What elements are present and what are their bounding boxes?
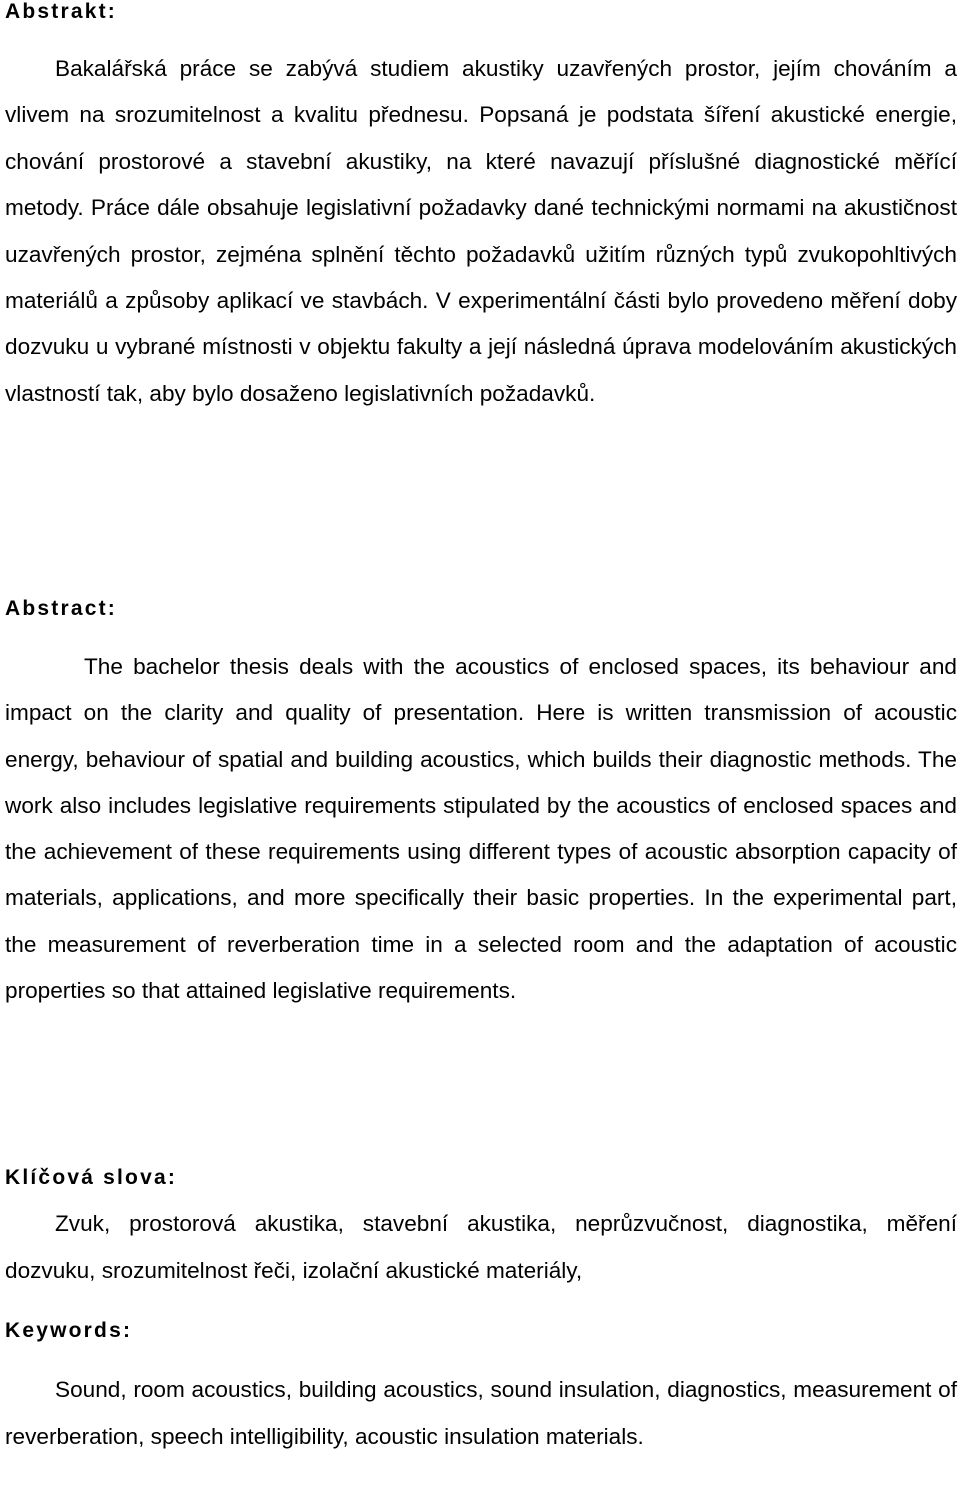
heading-abstrakt: Abstrakt: <box>5 0 117 23</box>
klicova-slova-paragraph: Zvuk, prostorová akustika, stavební akustika, neprůzvučnost, diagnostika, měření dozvuku, srozumitelnost řeči, izolační akustické materiály, <box>5 1211 957 1283</box>
abstract-paragraph: The bachelor thesis deals with the acoustics of enclosed spaces, its behaviour and impact on the clarity and quality of presentation. Here is written transmission of acoustic energy, behaviour of spatial and building acoustics, which builds their diagnostic methods. The work also includes legislative requirements stipulated by the acoustics of enclosed spaces and the achievement of these requirements using different types of acoustic absorption capacity of materials, applications, and more specifically their basic properties. In the experimental part, the measurement of reverberation time in a selected room and the adaptation of acoustic properties so that attained legislative requirements. <box>5 654 957 1004</box>
abstrakt-paragraph: Bakalářská práce se zabývá studiem akustiky uzavřených prostor, jejím chováním a vlivem na srozumitelnost a kvalitu přednesu. Popsaná je podstata šíření akustické energie, chování prostorové a stavební akustiky, na které navazují příslušné diagnostické měřící metody. Práce dále obsahuje legislativní požadavky dané technickými normami na akustičnost uzavřených prostor, zejména splnění těchto požadavků užitím různých typů zvukopohltivých materiálů a způsoby aplikací ve stavbách. V experimentální části bylo provedeno měření doby dozvuku u vybrané místnosti v objektu fakulty a její následná úprava modelováním akustických vlastností tak, aby bylo dosaženo legislativních požadavků. <box>5 56 957 406</box>
heading-abstract: Abstract: <box>5 597 117 620</box>
heading-keywords: Keywords: <box>5 1319 133 1342</box>
heading-klicova-slova: Klíčová slova: <box>5 1166 178 1189</box>
keywords-paragraph: Sound, room acoustics, building acoustics, sound insulation, diagnostics, measurement of reverberation, speech intelligibility, acoustic insulation materials. <box>5 1377 957 1449</box>
